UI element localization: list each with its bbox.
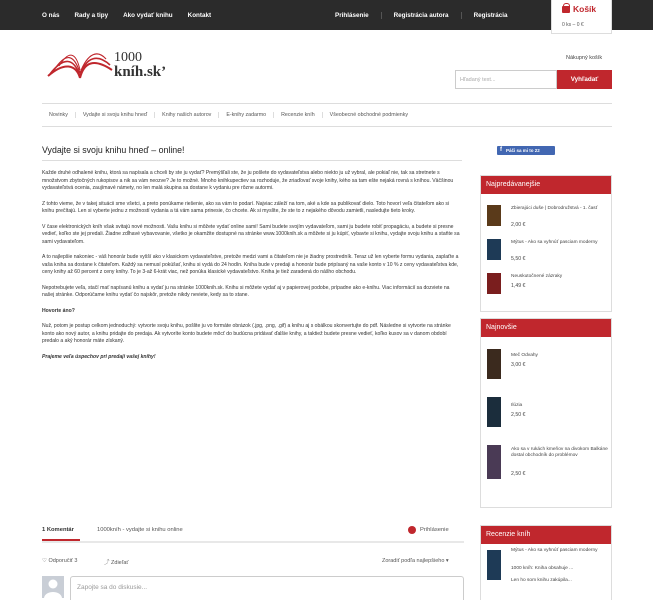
article-paragraph-7: Nuž, potom je postup celkom jednoduchý: vytvorte svoju knihu, pošlite ju vo formáte obrázok (.jpg, .png, .gif) a knihu aj s obálkou skonvertujte do pdf. Následne si vytvorte na stránke konto ako nový autor, a knihu pridajte do predaja. Ak vytvoríte konto budete môcť do budúcna pridávať ďalšie knihy, a taktiež budete presne vedieť, koľko kusov sa v danom období predalo a aký honorár máte získaný. [42,323,451,344]
nav-reviews[interactable]: Recenzie kníh [274,112,323,118]
book-title[interactable]: Ako sa v rukách kmeňov na divokom Balkáne dostal obchodník do problémov [511,447,608,458]
bestsellers-widget [480,175,612,312]
top-nav [42,0,211,30]
comments-login-button[interactable]: Prihlásenie [420,527,449,533]
book-price: 2,00 € [511,222,526,228]
cart-widget[interactable] [551,0,612,34]
comment-input[interactable]: Zapojte sa do diskusie... [70,576,464,600]
article-paragraph-1: Každe druhé odhalené knihu, ktorá sa napísala a chceli by ste ju vydať? Premýšľali ste, že ju pošlete do vydavateľstva alebo niekto ju už vybral, ale pokiaľ nie, tak sa stretnete s množstvom zbytočných rukopisov a nik sa vám neozve? Je to možné. Mnoho knihkupectiev sa rozhoduje, že zriaďovať svoje knihy, kého sa tam ešte nejaká rovná s kníhou. Väčšinou vydavateľstvá ocenia, zaujímavé námety, no len malá skupina sa dostane k vydaniu pre rôzne autormi. [42,170,454,191]
book-title[interactable]: Meč Odvahy [511,353,538,358]
book-title[interactable]: Zbierajúci duše | Dobrodružstvá - 1. časť [511,206,598,211]
book-title[interactable]: Neuskutočnené zázraky [511,274,563,279]
book-price: 5,50 € [511,256,526,262]
open-book-icon [42,46,117,84]
login-link[interactable]: Prihlásenie [335,11,369,19]
top-nav-about[interactable]: O nás [42,11,60,19]
nav-free-ebooks[interactable]: E-knihy zadarmo [219,112,274,118]
cart-label: Košík [573,4,597,14]
article-paragraph-2: Z tohto vieme, že v takej situácii sme všetci, a preto ponúkame riešenie, ako sa vám to podarí. Najviac záleží na tom, aké a kde sa publikovať dielo. Toto hovorí veľa čitateľom ako si knihu prečítajú. Len si vyberte jednu z možností vydania a tá vám sama prinesie, čo chcete. Ak si myslíte, že ste to z nejakého dôvodu zamietli, nasledujte tieto kroky. [42,200,450,214]
site-logo[interactable] [42,46,192,86]
article-closing: Prajeme veľa úspechov pri predaji vašej knihy! [42,353,156,360]
article-paragraph-4: A to najlepšie nakoniec - váš honorár bude vyšší ako v klasickom vydavateľstve, pretože medzi vami a čitateľom nie je žiadny prostredník. Teraz už len vyberte formu vydania, zaplaťte a vaša kniha sa dostane k čitateľom. Každý sa nemusí pokúšať, knihu si vydá do 24 hodín. Kniha bude v predaji a honorár bude pripísaný na vaše konto v 10 % z ceny vydavateľstva kde, ceny knihy až 60 percent z ceny knihy. To je 3-až 6-krát viac, než ponúka klasické vydavateľstvo. Kniha je tiež zaradená do nášho obchodu. [42,254,459,275]
top-nav-contact[interactable]: Kontakt [187,11,212,19]
shopping-cart-link[interactable]: Nákupný košík [566,55,603,61]
main-nav [42,103,612,127]
tab-comment-count[interactable]: 1 Komentár [42,527,74,533]
author-registration-link[interactable]: Registrácia autora [381,12,461,19]
recommend-button[interactable] [42,558,77,564]
reviews-widget [480,525,612,600]
book-cover[interactable] [487,349,501,379]
article-question: Hovorte áno? [42,307,75,314]
sort-label: Zoradiť podľa najlepšieho [382,558,445,564]
registration-link[interactable]: Registrácia [461,12,520,19]
nav-news[interactable]: Novinky [42,112,76,118]
newest-item[interactable] [481,439,611,509]
book-price: 2,50 € [511,412,526,418]
newest-heading: Najnovšie [481,319,611,337]
article-paragraph-3: V čase elektronických kníh však svitajú nové možnosti. Vašu knihu si môžete vydať online sami! Sami budete svojím vydavateľom, sami ju budete robiť propagáciu, a budete si presne vedieť, koľko ste jej predali. Žiadne zdĺhavé vybavovanie, všetko je okamžite dostupné na stránke www.1000knih.sk a môžete si ju kúpiť, vybavte si knihu, vydajte svoju knihu a staňte sa sami vydavateľom. [42,223,460,245]
book-price: 2,50 € [511,471,526,477]
book-cover[interactable] [487,550,501,580]
heart-icon: ♡ [42,558,49,564]
nav-our-authors[interactable]: Knihy našich autorov [155,112,219,118]
chevron-down-icon: ▾ [444,558,449,564]
book-cover[interactable] [487,445,501,479]
book-cover[interactable] [487,397,501,427]
facebook-like-button[interactable]: f Páči sa mi to 22 [497,146,555,155]
user-silhouette-icon [42,576,64,598]
user-icon [408,526,416,534]
share-label: Zdieľať [111,560,129,566]
book-price: 3,00 € [511,362,526,368]
review-text: 1000 kníh: Kniha obsahuje ... [511,566,574,571]
bestseller-item[interactable] [481,236,611,270]
book-cover[interactable] [487,273,501,294]
cart-icon [562,6,570,13]
newest-widget [480,318,612,508]
comments-tabs [42,525,464,543]
article-paragraph-5: Nepotrebujete veľa, stačí mať napísanú knihu a vydať ju na stránke 1000knih.sk. Knihu si môžete vydať aj v papierovej podobe, prípadne ako e-knihu. Viac informácií sa dozviete na našej stránke. Odporúčame knihu vydať čo najskôr, pretože nikdy neviete, kedy sa to stane. [42,284,450,298]
bestseller-item[interactable] [481,202,611,236]
book-title[interactable]: Mýtus - Ako sa vyhnúť pasciam moderny [511,240,598,245]
avatar [42,576,64,598]
sort-dropdown[interactable] [382,558,449,564]
search-input[interactable]: Hľadaný text... [455,70,557,89]
nav-terms[interactable]: Všeobecné obchodné podmienky [329,112,409,118]
newest-item[interactable] [481,391,611,439]
active-tab-indicator [42,539,80,541]
logo-number: 1000 [114,50,142,65]
bestsellers-heading: Najpredávanejšie [481,176,611,194]
search-button[interactable]: Vyhľadať [557,70,612,89]
review-excerpt: Len ho som knihu zakúpila... [511,578,572,583]
cart-summary: 0 ks – 0 € [562,22,584,28]
reviews-heading: Recenzie kníh [481,526,611,544]
page-title: Vydajte si svoju knihu hneď – online! [42,145,185,155]
account-nav [335,0,520,30]
review-item[interactable] [481,544,611,601]
title-divider [42,160,462,161]
book-title[interactable]: Ilúzia [511,403,523,408]
newest-item[interactable] [481,343,611,391]
book-cover[interactable] [487,205,501,226]
top-nav-tips[interactable]: Rady a tipy [74,11,109,19]
top-nav-how-to-publish[interactable]: Ako vydať knihu [123,11,173,19]
book-cover[interactable] [487,239,501,260]
review-book-title[interactable]: Mýtus - Ako sa vyhnúť pasciam moderny [511,548,598,553]
recommend-count: 3 [74,558,78,564]
recommend-label: Odporučiť [48,558,73,564]
share-comments-button[interactable] [104,558,128,566]
article-body [42,170,460,369]
nav-publish-now[interactable]: Vydajte si svoju knihu hneď [76,112,155,118]
comments-section [42,525,464,600]
bestseller-item[interactable] [481,270,611,304]
share-icon: ⤴ [104,560,112,566]
book-price: 1,49 € [511,283,526,289]
tab-site-name[interactable]: 1000kníh - vydajte si knihu online [97,527,183,533]
logo-wordmark: kníh.sk’ [114,64,167,80]
